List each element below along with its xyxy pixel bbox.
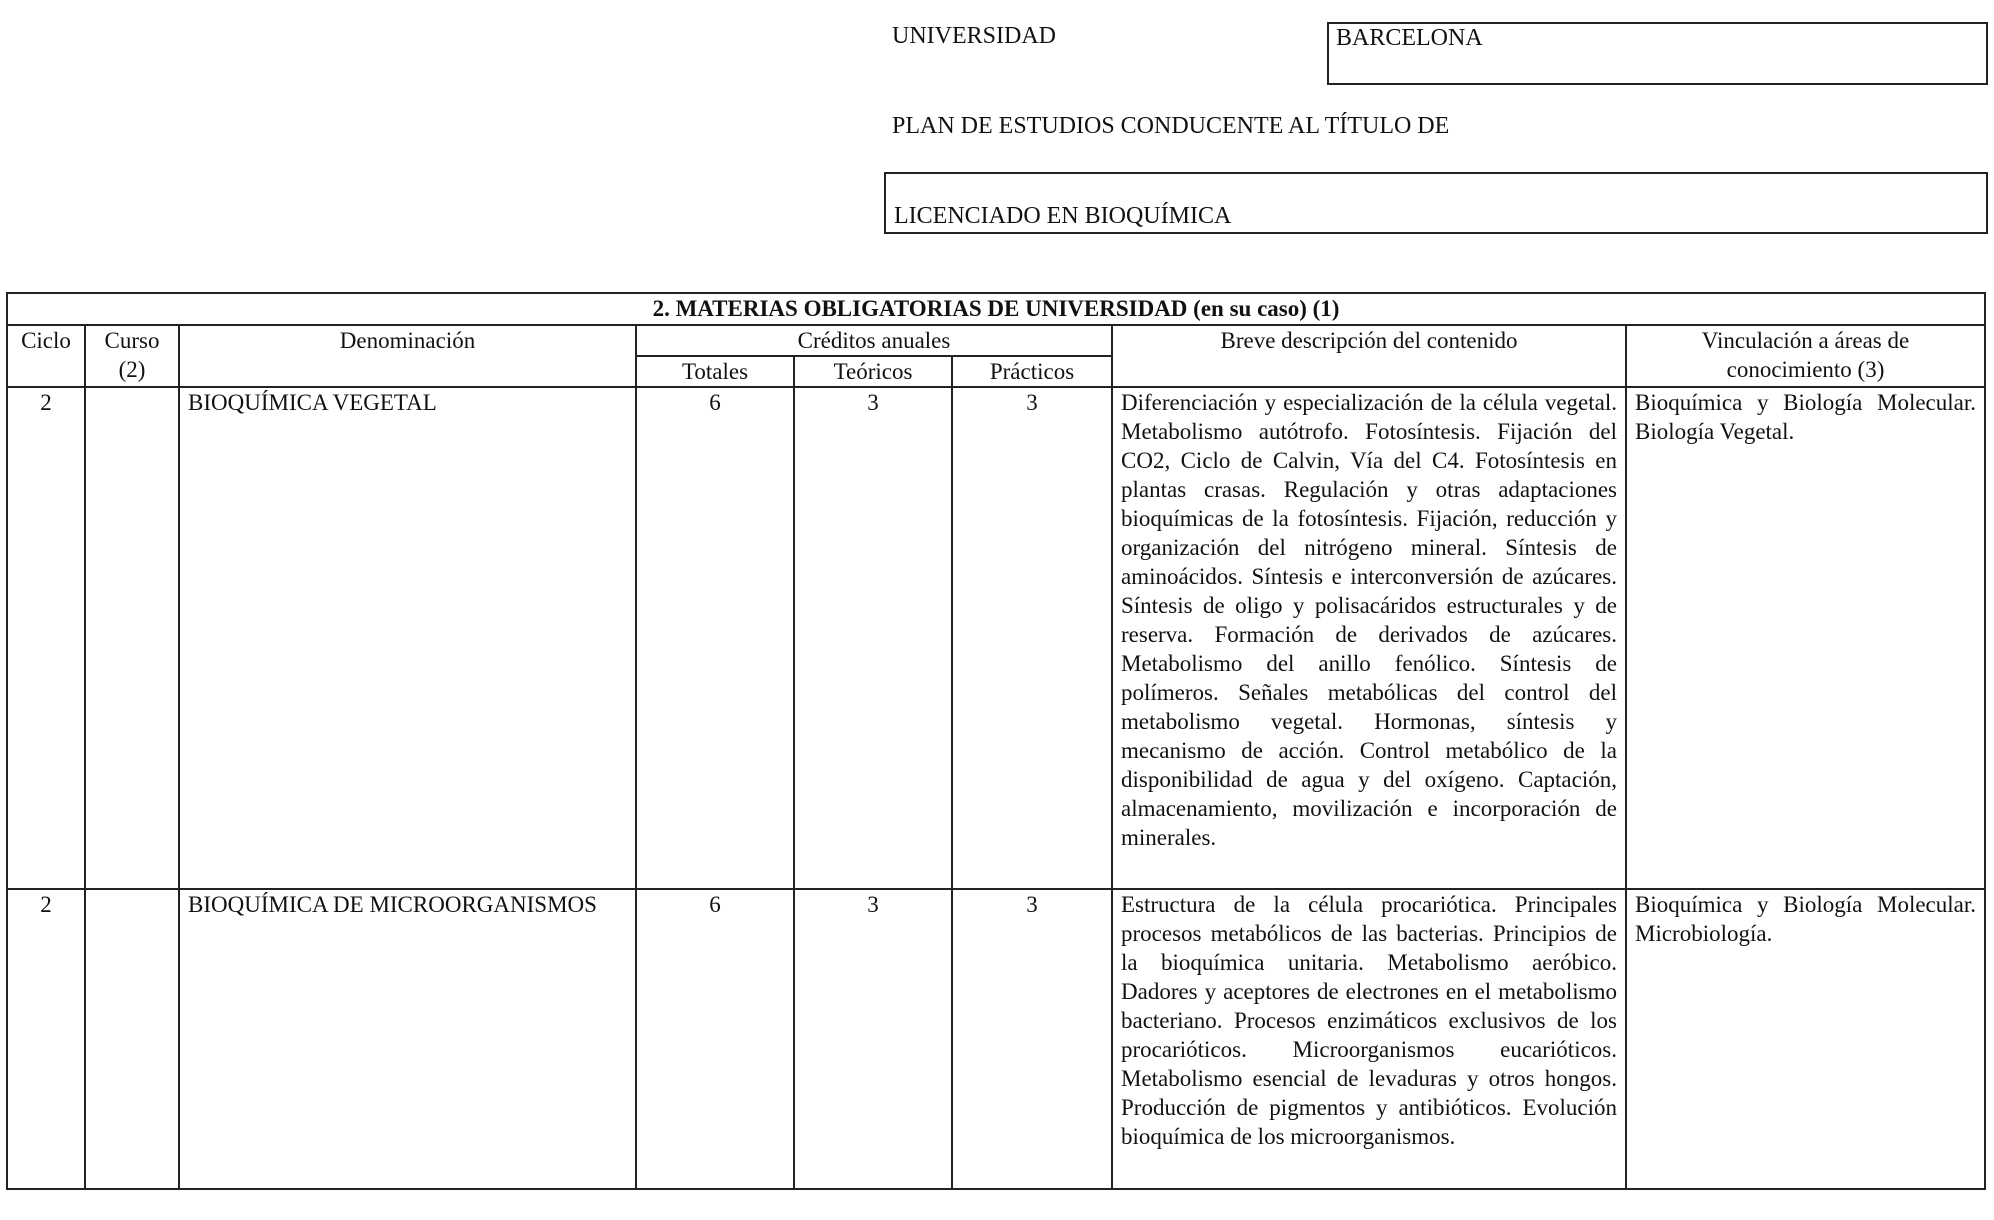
row-totales: 6 xyxy=(636,387,794,889)
row-denominacion: BIOQUÍMICA VEGETAL xyxy=(179,387,636,889)
header-totales: Totales xyxy=(636,356,794,387)
header-vinculacion-line1: Vinculación a áreas de xyxy=(1701,328,1910,353)
plan-label: PLAN DE ESTUDIOS CONDUCENTE AL TÍTULO DE xyxy=(892,113,1450,139)
header-curso xyxy=(85,325,179,387)
universidad-field xyxy=(1327,22,1988,85)
header-denominacion: Denominación xyxy=(179,325,636,387)
row-vinculacion: Bioquímica y Biología Molecular. Microbiología. xyxy=(1626,889,1985,1189)
row-totales: 6 xyxy=(636,889,794,1189)
titulo-value: LICENCIADO EN BIOQUÍMICA xyxy=(894,203,1232,229)
row-denominacion: BIOQUÍMICA DE MICROORGANISMOS xyxy=(179,889,636,1189)
table-row xyxy=(7,889,1985,1189)
header-descripcion: Breve descripción del contenido xyxy=(1112,325,1626,387)
materias-table xyxy=(6,292,1986,1190)
header-creditos: Créditos anuales xyxy=(636,325,1112,356)
header-vinculacion-line2: conocimiento (3) xyxy=(1726,357,1885,382)
table-row xyxy=(7,387,1985,889)
universidad-value: BARCELONA xyxy=(1336,25,1483,51)
row-practicos: 3 xyxy=(952,387,1112,889)
row-ciclo: 2 xyxy=(7,387,85,889)
row-descripcion: Estructura de la célula procariótica. Principales procesos metabólicos de las bacterias. Principios de la bioquímica unitaria. Metabolismo aeróbico. Dadores y aceptores de electrones en el metabolismo bacteriano. Procesos enzimáticos exclusivos de los procarióticos. Microorganismos eucarióticos. Metabolismo esencial de levaduras y otros hongos. Producción de pigmentos y antibióticos. Evolución bioquímica de los microorganismos. xyxy=(1112,889,1626,1189)
row-vinculacion: Bioquímica y Biología Molecular. Biología Vegetal. xyxy=(1626,387,1985,889)
row-practicos: 3 xyxy=(952,889,1112,1189)
header-teoricos: Teóricos xyxy=(794,356,952,387)
row-ciclo: 2 xyxy=(7,889,85,1189)
titulo-field xyxy=(884,172,1988,234)
row-descripcion: Diferenciación y especialización de la célula vegetal. Metabolismo autótrofo. Fotosíntesis. Fijación del CO2, Ciclo de Calvin, Vía del C4. Fotosíntesis en plantas crasas. Regulación y otras adaptaciones bioquímicas de la fotosíntesis. Fijación, reducción y organización del nitrógeno mineral. Síntesis de aminoácidos. Síntesis e interconversión de azúcares. Síntesis de oligo y polisacáridos estructurales y de reserva. Formación de derivados de azúcares. Metabolismo del anillo fenólico. Síntesis de polímeros. Señales metabólicas del control del metabolismo vegetal. Hormonas, síntesis y mecanismo de acción. Control metabólico de la disponibilidad de agua y del oxígeno. Captación, almacenamiento, movilización e incorporación de minerales. xyxy=(1112,387,1626,889)
row-teoricos: 3 xyxy=(794,889,952,1189)
universidad-label: UNIVERSIDAD xyxy=(892,23,1056,49)
table-title: 2. MATERIAS OBLIGATORIAS DE UNIVERSIDAD (en su caso) (1) xyxy=(7,293,1985,325)
header-curso-line1: Curso xyxy=(104,328,160,353)
row-curso xyxy=(85,387,179,889)
header-curso-line2: (2) xyxy=(118,357,146,382)
header-ciclo: Ciclo xyxy=(7,325,85,387)
header-vinculacion xyxy=(1626,325,1985,387)
header-practicos: Prácticos xyxy=(952,356,1112,387)
row-teoricos: 3 xyxy=(794,387,952,889)
row-curso xyxy=(85,889,179,1189)
